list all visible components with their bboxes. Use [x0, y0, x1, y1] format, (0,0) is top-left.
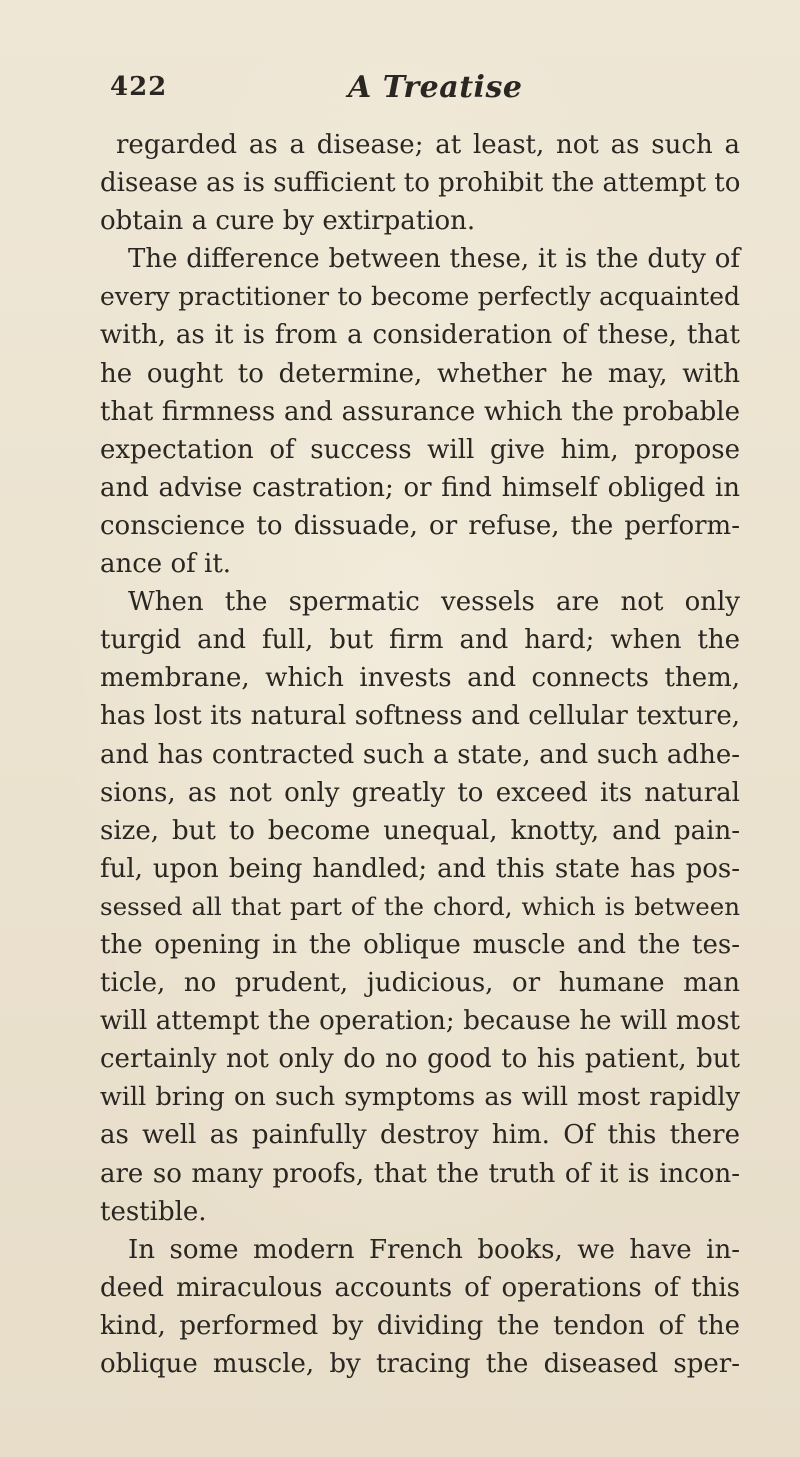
body-text: [100, 126, 740, 1383]
text-line: that firmness and assurance which the probable: [100, 396, 740, 427]
text-line: testible.: [100, 1196, 207, 1227]
text-line: every practitioner to become perfectly acquainted: [100, 282, 740, 312]
text-line: ance of it.: [100, 549, 232, 580]
page-number: 422: [110, 72, 168, 102]
text-line: turgid and full, but firm and hard; when the: [100, 625, 740, 656]
text-line: sessed all that part of the chord, which is between: [100, 891, 740, 921]
text-line: and has contracted such a state, and such adhe-: [100, 739, 740, 770]
text-line: with, as it is from a consideration of these, that: [100, 320, 740, 351]
text-line: oblique muscle, by tracing the diseased sper-: [100, 1349, 740, 1379]
running-title: A Treatise: [348, 70, 523, 105]
text-line: deed miraculous accounts of operations of this: [100, 1272, 740, 1303]
text-line: regarded as a disease; at least, not as such a: [116, 130, 740, 160]
text-line: and advise castration; or find himself obliged in: [100, 472, 740, 503]
text-line: When the spermatic vessels are not only: [128, 587, 740, 618]
text-line: certainly not only do no good to his patient, but: [100, 1044, 740, 1075]
text-line: In some modern French books, we have in-: [128, 1234, 740, 1265]
text-line: size, but to become unequal, knotty, and pain-: [100, 815, 740, 846]
text-line: he ought to determine, whether he may, with: [100, 358, 740, 389]
text-line: has lost its natural softness and cellular texture,: [100, 701, 740, 732]
text-line: sions, as not only greatly to exceed its natural: [100, 777, 740, 808]
text-line: will bring on such symptoms as will most rapidly: [100, 1082, 740, 1113]
text-line: are so many proofs, that the truth of it is incon-: [100, 1158, 740, 1189]
text-line: disease as is sufficient to prohibit the attempt to: [100, 168, 741, 199]
text-line: expectation of success will give him, propose: [100, 434, 740, 465]
text-line: will attempt the operation; because he will most: [100, 1006, 740, 1037]
page-header: [110, 72, 750, 112]
text-line: ticle, no prudent, judicious, or humane man: [100, 968, 740, 999]
text-line: kind, performed by dividing the tendon of the: [100, 1310, 740, 1341]
text-line: membrane, which invests and connects them,: [100, 663, 740, 694]
text-line: as well as painfully destroy him. Of this there: [100, 1120, 740, 1151]
text-line: obtain a cure by extirpation.: [100, 206, 476, 237]
text-line: conscience to dissuade, or refuse, the perform-: [100, 510, 740, 541]
text-line: The difference between these, it is the duty of: [128, 244, 740, 275]
text-line: the opening in the oblique muscle and the tes-: [100, 929, 740, 960]
text-line: ful, upon being handled; and this state has pos-: [100, 853, 740, 884]
